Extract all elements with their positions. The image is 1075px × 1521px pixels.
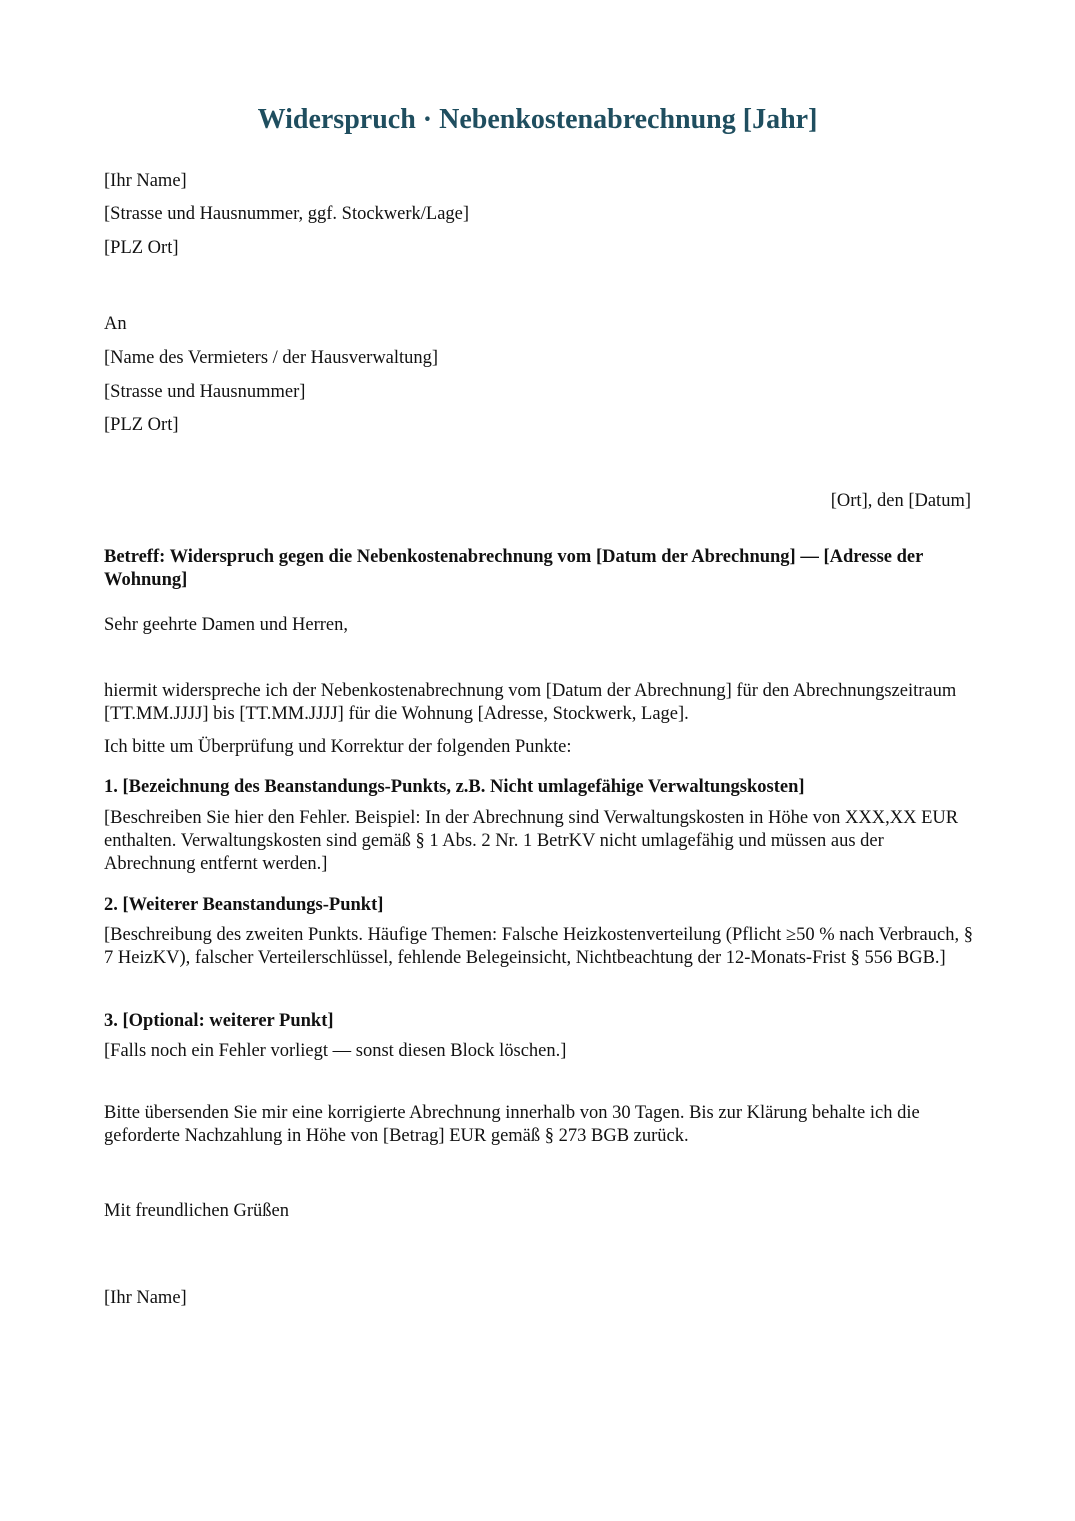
- place-date: [Ort], den [Datum]: [830, 491, 971, 511]
- greeting: Mit freundlichen Grüßen: [104, 1201, 289, 1221]
- recipient-city: [PLZ Ort]: [104, 415, 179, 435]
- recipient-street: [Strasse und Hausnummer]: [104, 382, 306, 402]
- sender-street: [Strasse und Hausnummer, ggf. Stockwerk/Lage]: [104, 204, 470, 224]
- point-3-text: [Falls noch ein Fehler vorliegt — sonst diesen Block löschen.]: [104, 1041, 567, 1061]
- closing-paragraph: Bitte übersenden Sie mir eine korrigierte Abrechnung innerhalb von 30 Tagen. Bis zur Klärung behalte ich die geforderte Nachzahlung in Höhe von [Betrag] EUR gemäß § 273 BGB zurück.: [104, 1103, 920, 1146]
- document-title: Widerspruch · Nebenkostenabrechnung [Jahr]: [257, 104, 818, 135]
- point-1-text: [Beschreiben Sie hier den Fehler. Beispiel: In der Abrechnung sind Verwaltungskosten in Höhe von XXX,XX EUR enthalten. Verwaltungskosten sind gemäß § 1 Abs. 2 Nr. 1 BetrKV nicht umlagefähig und müssen aus der Abrechnung entfernt werden.]: [104, 808, 959, 874]
- request-line: Ich bitte um Überprüfung und Korrektur der folgenden Punkte:: [104, 737, 572, 757]
- recipient-to: An: [104, 314, 127, 334]
- point-2-text: [Beschreibung des zweiten Punkts. Häufige Themen: Falsche Heizkostenverteilung (Pflicht ≥50 % nach Verbrauch, § 7 HeizKV), falscher Verteilerschlüssel, fehlende Belegeinsicht, Nichtbeachtung der 12-Monats-Frist § 556 BGB.]: [104, 925, 973, 968]
- sender-city: [PLZ Ort]: [104, 238, 179, 258]
- salutation: Sehr geehrte Damen und Herren,: [104, 615, 348, 635]
- point-1-heading: 1. [Bezeichnung des Beanstandungs-Punkts, z.B. Nicht umlagefähige Verwaltungskosten]: [104, 777, 805, 797]
- point-3-heading: 3. [Optional: weiterer Punkt]: [104, 1011, 334, 1031]
- point-2-heading: 2. [Weiterer Beanstandungs-Punkt]: [104, 895, 384, 915]
- intro-paragraph: hiermit widerspreche ich der Nebenkostenabrechnung vom [Datum der Abrechnung] für den Abrechnungszeitraum [TT.MM.JJJJ] bis [TT.MM.JJJJ] für die Wohnung [Adresse, Stockwerk, Lage].: [104, 681, 957, 724]
- sender-name: [Ihr Name]: [104, 171, 187, 191]
- signature: [Ihr Name]: [104, 1288, 187, 1308]
- subject-line: Betreff: Widerspruch gegen die Nebenkostenabrechnung vom [Datum der Abrechnung] — [Adresse der Wohnung]: [104, 547, 923, 590]
- recipient-name: [Name des Vermieters / der Hausverwaltung]: [104, 348, 439, 368]
